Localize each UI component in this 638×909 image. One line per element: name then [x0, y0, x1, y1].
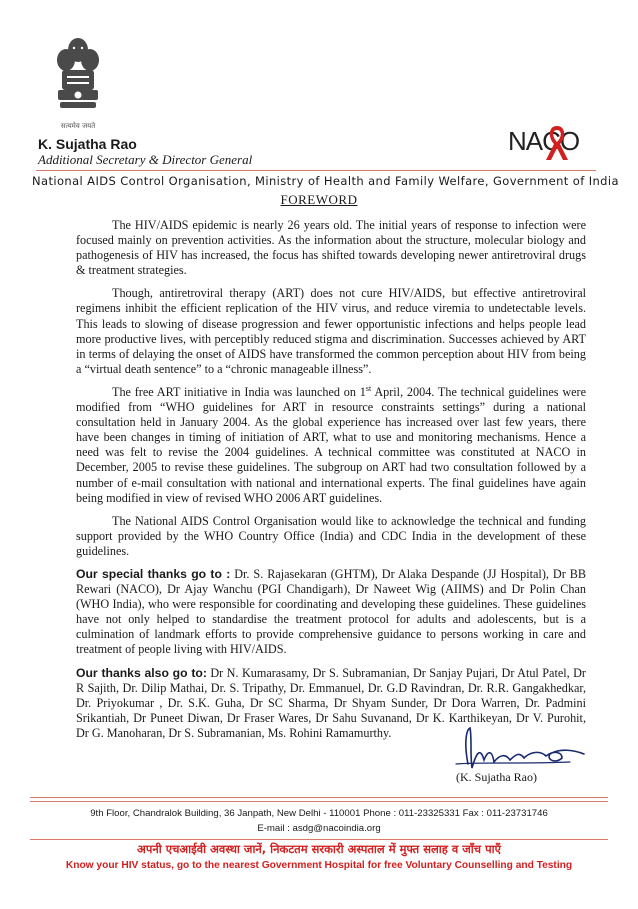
special-thanks-lead: Our special thanks go to : — [76, 566, 231, 581]
red-ribbon-icon — [542, 122, 572, 162]
handwritten-signature — [450, 724, 590, 772]
footer-divider — [30, 797, 608, 798]
footer-address: 9th Floor, Chandralok Building, 36 Janpath, New Delhi - 110001 Phone : 011-23325331 Fax : 011-23731746 — [90, 808, 548, 819]
paragraph-3-start: The free ART initiative in India was launched on 1 — [112, 384, 366, 399]
footer-hindi-slogan: अपनी एचआईवी अवस्था जानें, निकटतम सरकारी अस्पताल में मुफ्त सलाह व जाँच पाएँ — [137, 842, 501, 856]
paragraph-2: Though, antiretroviral therapy (ART) does not cure HIV/AIDS, but effective antiretroviral regimens inhibit the efficient replication of the HIV virus, and reduce viremia to undetectable levels. This leads to slowing of disease progression and fewer opportunistic infections and helps people lead more productive lives, with perceptibly reduced stigma and discrimination. Successes achieved by ART in terms of delaying the onset of AIDS have transformed the common perception about HIV from being a “virtual death sentence” to a “chronic manageable illness”. — [76, 286, 586, 376]
header-divider — [36, 170, 596, 171]
paragraph-3-rest: April, 2004. The technical guidelines were modified from “WHO guidelines for ART in resource constraints settings” during a national consultation held in January 2004. As the global experience has increased over last few years, there have been changes in timing of initiation of ART, what to use and monitoring mechanisms. Hence a need was felt to revise the 2004 guidelines. A technical committee was constituted at NACO in December, 2005 to revise these guidelines. The subgroup on ART had two consultation followed by a number of e-mail consultation with national and international experts. The final guidelines have again being modified in view of revised WHO 2006 ART guidelines. — [76, 384, 586, 505]
paragraph-4: The National AIDS Control Organisation would like to acknowledge the technical and funding support provided by the WHO Country Office (India) and CDC India in the development of these guidelines. — [76, 513, 586, 558]
officer-title: Additional Secretary & Director General — [38, 152, 253, 167]
special-thanks-text: Dr. S. Rajasekaran (GHTM), Dr Alaka Despande (JJ Hospital), Dr BB Rewari (NACO), Dr Ajay Wanchu (PGI Chandigarh), Dr Naweet Wig (AIIMS) and Dr Polin Chan (WHO India), who were responsible for coordinating and developing these guidelines. These guidelines have not only helped to standardise the treatment protocol for adults and adolescents, but is a culmination of landmark efforts to provide comprehensive guidance to persons working in care and treatment of people living with HIV/AIDS. — [76, 566, 586, 657]
officer-name: K. Sujatha Rao — [38, 136, 137, 152]
foreword-body — [76, 218, 586, 749]
ordinal-suffix: st — [365, 383, 372, 393]
footer-email: E-mail : asdg@nacoindia.org — [257, 823, 381, 834]
national-emblem-icon — [52, 36, 104, 132]
naco-logo — [508, 122, 588, 162]
also-thanks-lead: Our thanks also go to: — [76, 665, 207, 680]
paragraph-5 — [76, 567, 586, 658]
naco-logo-text: NACO — [508, 126, 580, 156]
organisation-line: National AIDS Control Organisation, Ministry of Health and Family Welfare, Government of India — [32, 174, 619, 188]
footer-divider-2 — [30, 801, 608, 802]
footer-divider-3 — [30, 839, 608, 840]
emblem-motto: सत्यमेव जयते — [60, 122, 96, 130]
also-thanks-text: Dr N. Kumarasamy, Dr S. Subramanian, Dr Sanjay Pujari, Dr Atul Patel, Dr R Sajith, Dr. Dilip Mathai, Dr. S. Tripathy, Dr. Emmanuel, Dr. G.D Ravindran, Dr. R.R. Gangakhedkar, Dr. Priyokumar , Dr. S.K. Guha, Dr SC Sharma, Dr Shyam Sunder, Dr Dora Warren, Dr. Padmini Srikantiah, Dr Puneet Diwan, Dr Fraser Wares, Dr Sahu Suvanand, Dr K. Karthikeyan, Dr V. Purohit, Dr G. Manoharan, Dr S. Subramanian, Ms. Rohini Ramamurthy. — [76, 665, 586, 740]
page-heading: FOREWORD — [280, 192, 358, 207]
paragraph-3 — [76, 385, 586, 506]
signature-caption: (K. Sujatha Rao) — [456, 770, 537, 784]
paragraph-1: The HIV/AIDS epidemic is nearly 26 years old. The initial years of response to infection were focused mainly on prevention activities. As the information about the structure, molecular biology and pathogenesis of HIV has increased, the focus has shifted towards developing newer antiretroviral drugs & treatment strategies. — [76, 218, 586, 278]
footer-english-slogan: Know your HIV status, go to the nearest Government Hospital for free Voluntary Counselling and Testing — [65, 860, 573, 871]
